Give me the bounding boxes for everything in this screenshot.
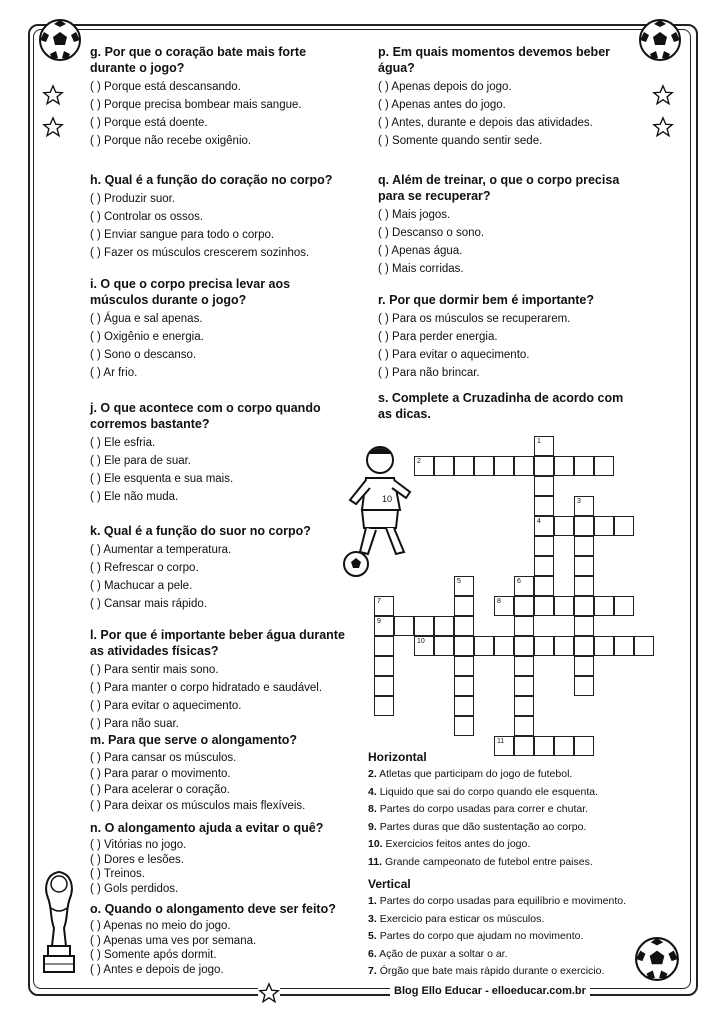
option[interactable]: ( ) Ele para de suar. [90,455,191,467]
crossword-cell[interactable] [414,636,434,656]
crossword-number: 4 [537,518,541,525]
footer-credit: Blog Ello Educar - elloeducar.com.br [390,985,590,997]
question-title: q. Além de treinar, o que o corpo precisa para se recuperar? [378,173,620,203]
star-icon [42,116,64,138]
crossword-cell[interactable] [374,676,394,696]
clue: 5. Partes do corpo que ajudam no movimento. [368,930,584,942]
crossword-cell[interactable] [574,556,594,576]
crossword-cell[interactable] [574,456,594,476]
question-title: m. Para que serve o alongamento? [90,733,298,747]
crossword-cell[interactable] [414,456,434,476]
crossword-cell[interactable] [514,456,534,476]
crossword-cell[interactable] [614,636,634,656]
crossword-cell[interactable] [374,596,394,616]
option[interactable]: ( ) Produzir suor. [90,193,175,205]
option[interactable]: ( ) Fazer os músculos crescerem sozinhos. [90,247,310,259]
crossword-cell[interactable] [574,676,594,696]
soccer-ball-icon [638,18,682,62]
crossword-cell[interactable] [514,716,534,736]
crossword-cell[interactable] [534,456,554,476]
crossword-cell[interactable] [494,456,514,476]
soccer-ball-icon [38,18,82,62]
star-icon [652,116,674,138]
crossword-cell[interactable] [574,576,594,596]
option[interactable]: ( ) Porque está doente. [90,117,208,129]
star-icon [42,84,64,106]
option[interactable]: ( ) Somente quando sentir sede. [378,135,543,147]
option[interactable]: ( ) Ele esfria. [90,437,156,449]
option[interactable]: ( ) Porque precisa bombear mais sangue. [90,99,302,111]
question-title: h. Qual é a função do coração no corpo? [90,173,333,187]
crossword-cell[interactable] [514,676,534,696]
crossword-cell[interactable] [494,636,514,656]
crossword-cell[interactable] [574,636,594,656]
crossword-cell[interactable] [554,516,574,536]
crossword-cell[interactable] [574,596,594,616]
crossword-cell[interactable] [574,536,594,556]
option[interactable]: ( ) Dores e lesões. [90,853,184,866]
question-l [90,627,345,733]
question-g [90,44,306,150]
crossword-cell[interactable] [634,636,654,656]
option[interactable]: ( ) Vitórias no jogo. [90,839,187,851]
option[interactable]: ( ) Refrescar o corpo. [90,562,199,574]
crossword-cell[interactable] [574,656,594,676]
crossword-cell[interactable] [494,596,514,616]
crossword-cell[interactable] [454,596,474,616]
option[interactable]: ( ) Sono o descanso. [90,349,197,361]
crossword-cell[interactable] [554,456,574,476]
option[interactable]: ( ) Porque está descansando. [90,81,241,93]
soccer-player-illustration [340,440,420,580]
star-icon [652,84,674,106]
option[interactable]: ( ) Porque não recebe oxigênio. [90,135,252,147]
question-i [90,276,290,382]
crossword-cell[interactable] [534,516,554,536]
crossword-cell[interactable] [534,596,554,616]
clue: 3. Exercicio para esticar os músculos. [368,912,545,925]
crossword-cell[interactable] [594,596,614,616]
option[interactable]: ( ) Para acelerar o coração. [90,784,230,796]
crossword-cell[interactable] [574,516,594,536]
crossword-number: 10 [417,638,425,645]
crossword-cell[interactable] [394,616,414,636]
option[interactable]: ( ) Para evitar o aquecimento. [378,349,530,361]
option[interactable]: ( ) Enviar sangue para todo o corpo. [90,229,275,241]
crossword-number: 8 [497,598,501,605]
question-title: p. Em quais momentos devemos beber água? [378,45,611,75]
question-p [378,44,610,150]
clue: 1. Partes do corpo usadas para equilíbrio e movimento. [368,895,626,907]
crossword-title: s. Complete a Cruzadinha de acordo com as dicas. [378,391,624,421]
crossword-cell[interactable] [534,436,554,456]
crossword-number: 6 [517,578,521,585]
question-j [90,400,321,506]
crossword-cell[interactable] [454,636,474,656]
crossword-cell[interactable] [434,456,454,476]
question-title: r. Por que dormir bem é importante? [378,293,595,307]
option[interactable]: ( ) Água e sal apenas. [90,313,203,325]
clue: 4. Liquido que sai do corpo quando ele esquenta. [368,785,599,798]
option[interactable]: ( ) Descanso o sono. [378,227,485,239]
vertical-heading: Vertical [368,877,411,891]
crossword-cell[interactable] [514,656,534,676]
question-title: k. Qual é a função do suor no corpo? [90,524,311,538]
crossword-cell[interactable] [574,616,594,636]
crossword-clues [368,750,688,981]
option[interactable]: ( ) Mais corridas. [378,263,464,275]
option[interactable]: ( ) Gols perdidos. [90,882,179,895]
question-h [90,172,332,262]
star-icon [258,982,280,1004]
clue: 6. Ação de puxar a soltar o ar. [368,947,508,960]
crossword-cell[interactable] [514,616,534,636]
question-k [90,523,311,613]
crossword-number: 5 [457,578,461,585]
crossword-cell[interactable] [474,456,494,476]
option[interactable]: ( ) Machucar a pele. [90,580,193,592]
question-title: l. Por que é importante beber água durante as atividades físicas? [90,628,345,658]
crossword-cell[interactable] [514,636,534,656]
crossword-cell[interactable] [454,716,474,736]
option[interactable]: ( ) Para parar o movimento. [90,768,231,780]
option[interactable]: ( ) Ar frio. [90,367,138,379]
option[interactable]: ( ) Para sentir mais sono. [90,664,219,676]
clue: 8. Partes do corpo usadas para correr e chutar. [368,803,589,815]
option[interactable]: ( ) Aumentar a temperatura. [90,544,232,556]
option[interactable]: ( ) Para cansar os músculos. [90,752,237,764]
crossword-cell[interactable] [374,656,394,676]
option[interactable]: ( ) Apenas uma ves por semana. [90,934,257,947]
crossword-cell[interactable] [534,636,554,656]
crossword-cell[interactable] [434,616,454,636]
clue: 2. Atletas que participam do jogo de futebol. [368,768,573,780]
trophy-icon [38,868,80,980]
option[interactable]: ( ) Mais jogos. [378,209,451,221]
crossword-number: 2 [417,458,421,465]
crossword-cell[interactable] [474,636,494,656]
option[interactable]: ( ) Antes, durante e depois das atividades. [378,117,593,129]
question-title: g. Por que o coração bate mais forte durante o jogo? [90,45,307,75]
option[interactable]: ( ) Para não suar. [90,718,179,730]
option[interactable]: ( ) Para manter o corpo hidratado e saudável. [90,682,323,694]
crossword-cell[interactable] [374,636,394,656]
clue: 7. Órgão que bate mais rápido durante o exercicio. [368,965,605,977]
crossword-cell[interactable] [534,496,554,516]
crossword-cell[interactable] [534,556,554,576]
crossword-cell[interactable] [554,636,574,656]
question-n [90,820,323,896]
crossword-cell[interactable] [514,696,534,716]
crossword-cell[interactable] [554,596,574,616]
option[interactable]: ( ) Para não brincar. [378,367,480,379]
option[interactable]: ( ) Para deixar os músculos mais flexíveis. [90,800,306,812]
svg-text:10: 10 [382,494,393,504]
question-r [378,292,594,382]
clue: 11. Grande campeonato de futebol entre paises. [368,855,593,868]
crossword-cell[interactable] [614,516,634,536]
question-o [90,901,336,977]
crossword-cell[interactable] [434,636,454,656]
option[interactable]: ( ) Ele não muda. [90,491,179,503]
option[interactable]: ( ) Ele esquenta e sua mais. [90,473,234,485]
crossword-cell[interactable] [534,536,554,556]
crossword-number: 7 [377,598,381,605]
crossword-number: 9 [377,618,381,625]
option[interactable]: ( ) Apenas no meio do jogo. [90,920,231,932]
horizontal-heading: Horizontal [368,750,427,764]
option[interactable]: ( ) Para os músculos se recuperarem. [378,313,571,325]
option[interactable]: ( ) Controlar os ossos. [90,211,204,223]
question-title: n. O alongamento ajuda a evitar o quê? [90,821,324,835]
crossword-cell[interactable] [454,656,474,676]
question-title: i. O que o corpo precisa levar aos músculos durante o jogo? [90,277,291,307]
clue: 10. Exercicios feitos antes do jogo. [368,838,531,850]
crossword-cell[interactable] [594,516,614,536]
crossword-cell[interactable] [534,576,554,596]
crossword-number: 1 [537,438,541,445]
crossword-cell[interactable] [454,616,474,636]
option[interactable]: ( ) Apenas depois do jogo. [378,81,512,93]
option[interactable]: ( ) Antes e depois de jogo. [90,963,224,976]
question-title: j. O que acontece com o corpo quando corremos bastante? [90,401,321,431]
option[interactable]: ( ) Oxigênio e energia. [90,331,204,343]
option[interactable]: ( ) Apenas água. [378,245,463,257]
crossword-cell[interactable] [614,596,634,616]
crossword-cell[interactable] [454,696,474,716]
crossword-cell[interactable] [454,456,474,476]
crossword-cell[interactable] [454,576,474,596]
option[interactable]: ( ) Somente após dormit. [90,949,217,961]
option[interactable]: ( ) Cansar mais rápido. [90,598,207,610]
crossword-cell[interactable] [534,476,554,496]
crossword-cell[interactable] [594,456,614,476]
question-m [90,732,305,814]
question-title: o. Quando o alongamento deve ser feito? [90,902,336,916]
crossword-number: 3 [577,498,581,505]
option[interactable]: ( ) Treinos. [90,868,145,880]
crossword-cell[interactable] [514,596,534,616]
crossword-cell[interactable] [414,616,434,636]
crossword-number: 11 [497,738,505,745]
crossword-cell[interactable] [574,496,594,516]
clue: 9. Partes duras que dão sustentação ao corpo. [368,820,587,833]
crossword-cell[interactable] [454,676,474,696]
option[interactable]: ( ) Para perder energia. [378,331,498,343]
crossword-cell[interactable] [514,576,534,596]
crossword-cell[interactable] [374,696,394,716]
crossword-cell[interactable] [594,636,614,656]
question-q [378,172,619,278]
option[interactable]: ( ) Para evitar o aquecimento. [90,700,242,712]
crossword-cell[interactable] [374,616,394,636]
option[interactable]: ( ) Apenas antes do jogo. [378,99,506,111]
